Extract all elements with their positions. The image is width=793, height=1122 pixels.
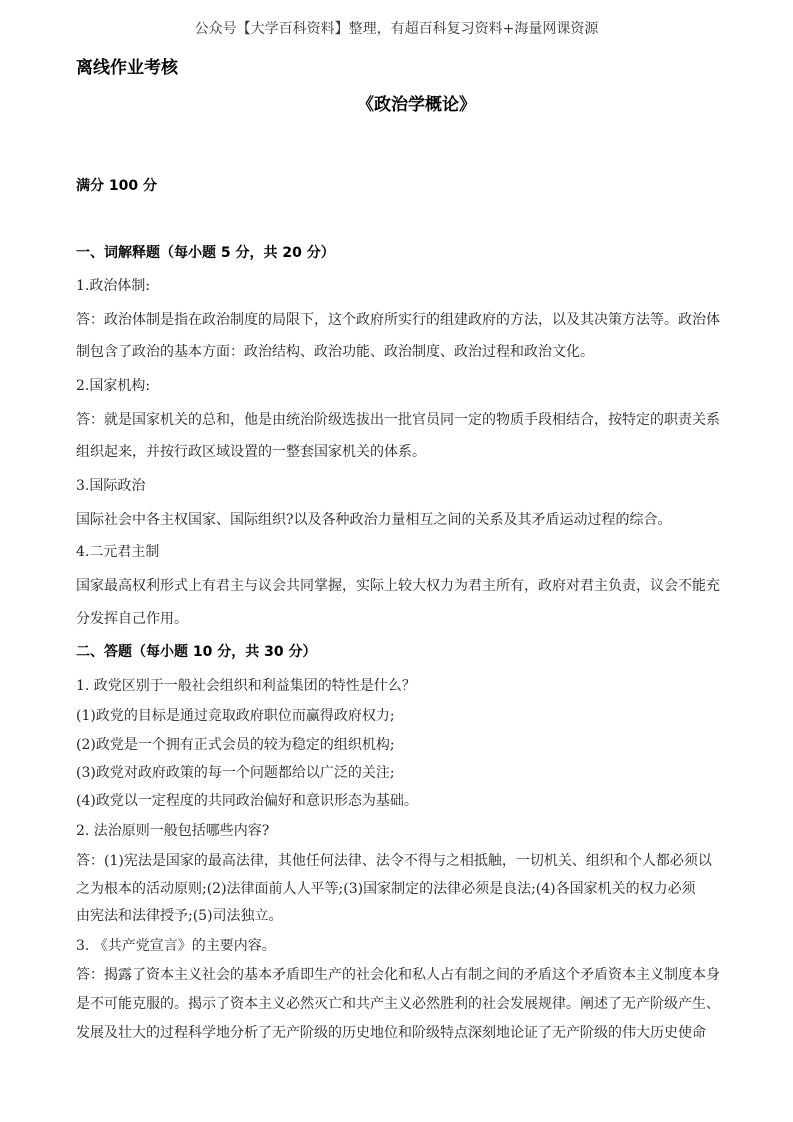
- section2-heading: 二、答题（每小题 10 分，共 30 分）: [76, 644, 317, 660]
- full-score: 满分 100 分: [76, 178, 157, 194]
- answer-line: (1)政党的目标是通过竞取政府职位而赢得政府权力;: [76, 708, 395, 724]
- term: 1.政治体制:: [76, 278, 151, 294]
- term: 2.国家机构:: [76, 378, 151, 394]
- answer-line: 国际社会中各主权国家、国际组织?以及各种政治力量相互之间的关系及其矛盾运动过程的综合。: [76, 512, 672, 528]
- question: 2. 法治原则一般包括哪些内容?: [76, 823, 270, 839]
- answer-line: (3)政党对政府政策的每一个问题都给以广泛的关注;: [76, 765, 395, 781]
- answer-line: 发展及壮大的过程科学地分析了无产阶级的历史地位和阶级特点深刻地论证了无产阶级的伟大历史使命: [76, 1025, 706, 1041]
- answer-line: 是不可能克服的。揭示了资本主义必然灭亡和共产主义必然胜利的社会发展规律。阐述了无产阶级产生、: [76, 996, 720, 1012]
- course-title: 《政治学概论》: [357, 95, 476, 115]
- answer-line: 答：揭露了资本主义社会的基本矛盾即生产的社会化和私人占有制之间的矛盾这个矛盾资本主义制度本身: [76, 967, 720, 983]
- answer-line: 答：就是国家机关的总和，他是由统治阶级选拔出一批官员同一定的物质手段相结合，按特定的职责关系: [76, 412, 720, 428]
- answer-line: 国家最高权利形式上有君主与议会共同掌握，实际上较大权力为君主所有，政府对君主负责，议会不能充: [76, 578, 720, 594]
- answer-line: (2)政党是一个拥有正式会员的较为稳定的组织机构;: [76, 737, 395, 753]
- question: 1. 政党区别于一般社会组织和利益集团的特性是什么？: [76, 678, 416, 694]
- term: 3.国际政治: [76, 478, 146, 494]
- question: 3. 《共产党宣言》的主要内容。: [76, 938, 276, 954]
- doc-label: 离线作业考核: [76, 58, 178, 78]
- answer-line: 由宪法和法律授予;(5)司法独立。: [76, 908, 283, 924]
- answer-line: 分发挥自己作用。: [76, 611, 188, 627]
- answer-line: 组织起来，并按行政区域设置的一整套国家机关的体系。: [76, 444, 426, 460]
- answer-line: (4)政党以一定程度的共同政治偏好和意识形态为基础。: [76, 793, 418, 809]
- header-note: 公众号【大学百科资料】整理，有超百科复习资料+海量网课资源: [194, 21, 599, 37]
- answer-line: 答：政治体制是指在政治制度的局限下，这个政府所实行的组建政府的方法，以及其决策方法等。政治体: [76, 312, 720, 328]
- term: 4.二元君主制: [76, 544, 160, 560]
- answer-line: 答：(1)宪法是国家的最高法律，其他任何法律、法令不得与之相抵触，一切机关、组织和个人都必须以: [76, 853, 712, 869]
- answer-line: 制包含了政治的基本方面：政治结构、政治功能、政治制度、政治过程和政治文化。: [76, 344, 594, 360]
- section1-heading: 一、词解释题（每小题 5 分，共 20 分）: [76, 245, 335, 261]
- answer-line: 之为根本的活动原则;(2)法律面前人人平等;(3)国家制定的法律必须是良法;(4)各国家机关的权力必须: [76, 881, 696, 897]
